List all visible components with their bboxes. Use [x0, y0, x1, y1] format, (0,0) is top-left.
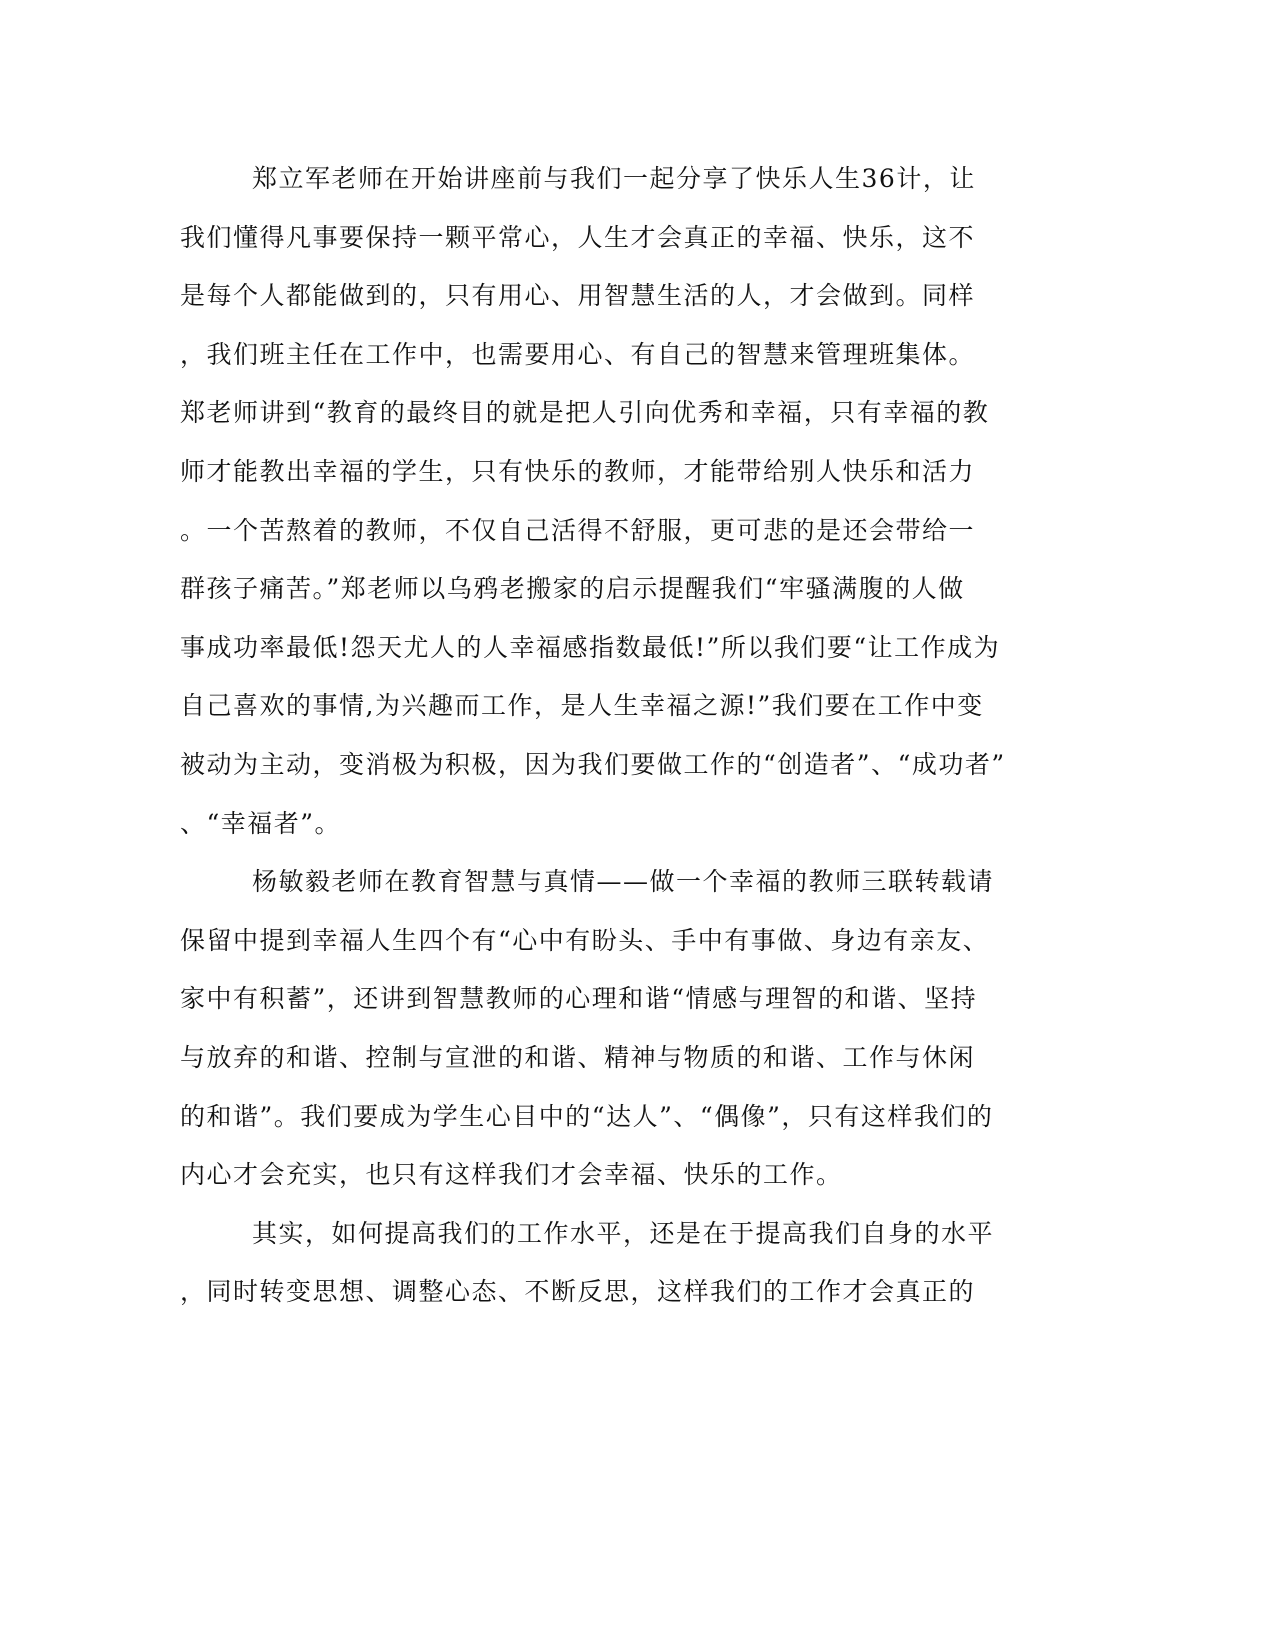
paragraph-line: 事成功率最低!怨天尤人的人幸福感指数最低!”所以我们要“让工作成为	[180, 632, 1001, 662]
paragraph-1	[180, 150, 1040, 853]
paragraph-line: 内心才会充实，也只有这样我们才会幸福、快乐的工作。	[180, 1160, 843, 1190]
paragraph-line: 。一个苦熬着的教师，不仅自己活得不舒服，更可悲的是还会带给一	[180, 515, 976, 545]
paragraph-line: 其实，如何提高我们的工作水平，还是在于提高我们自身的水平	[252, 1218, 995, 1248]
paragraph-line: 郑立军老师在开始讲座前与我们一起分享了快乐人生36计，让	[252, 164, 976, 193]
paragraph-line: 自己喜欢的事情,为兴趣而工作，是人生幸福之源!”我们要在工作中变	[180, 691, 984, 721]
document-body	[180, 150, 1040, 1322]
paragraph-line: 的和谐”。我们要成为学生心目中的“达人”、“偶像”，只有这样我们的	[180, 1101, 994, 1131]
paragraph-line: ，同时转变思想、调整心态、不断反思，这样我们的工作才会真正的	[180, 1277, 976, 1307]
paragraph-3	[180, 1205, 1040, 1322]
paragraph-line: 是每个人都能做到的，只有用心、用智慧生活的人，才会做到。同样	[180, 281, 976, 311]
paragraph-line: 家中有积蓄”，还讲到智慧教师的心理和谐“情感与理智的和谐、坚持	[180, 984, 978, 1014]
paragraph-line: 、“幸福者”。	[180, 808, 342, 838]
paragraph-line: 保留中提到幸福人生四个有“心中有盼头、手中有事做、身边有亲友、	[180, 925, 990, 955]
paragraph-line: ，我们班主任在工作中，也需要用心、有自己的智慧来管理班集体。	[180, 339, 976, 369]
paragraph-line: 群孩子痛苦。”郑老师以乌鸦老搬家的启示提醒我们“牢骚满腹的人做	[180, 574, 965, 604]
paragraph-line: 杨敏毅老师在教育智慧与真情——做一个幸福的教师三联转载请	[252, 867, 995, 897]
paragraph-line: 我们懂得凡事要保持一颗平常心，人生才会真正的幸福、快乐，这不	[180, 222, 976, 252]
paragraph-line: 郑老师讲到“教育的最终目的就是把人引向优秀和幸福，只有幸福的教	[180, 398, 990, 428]
paragraph-2	[180, 853, 1040, 1205]
paragraph-line: 师才能教出幸福的学生，只有快乐的教师，才能带给别人快乐和活力	[180, 456, 976, 486]
paragraph-line: 被动为主动，变消极为积极，因为我们要做工作的“创造者”、“成功者”	[180, 749, 1006, 779]
paragraph-line: 与放弃的和谐、控制与宣泄的和谐、精神与物质的和谐、工作与休闲	[180, 1042, 976, 1072]
